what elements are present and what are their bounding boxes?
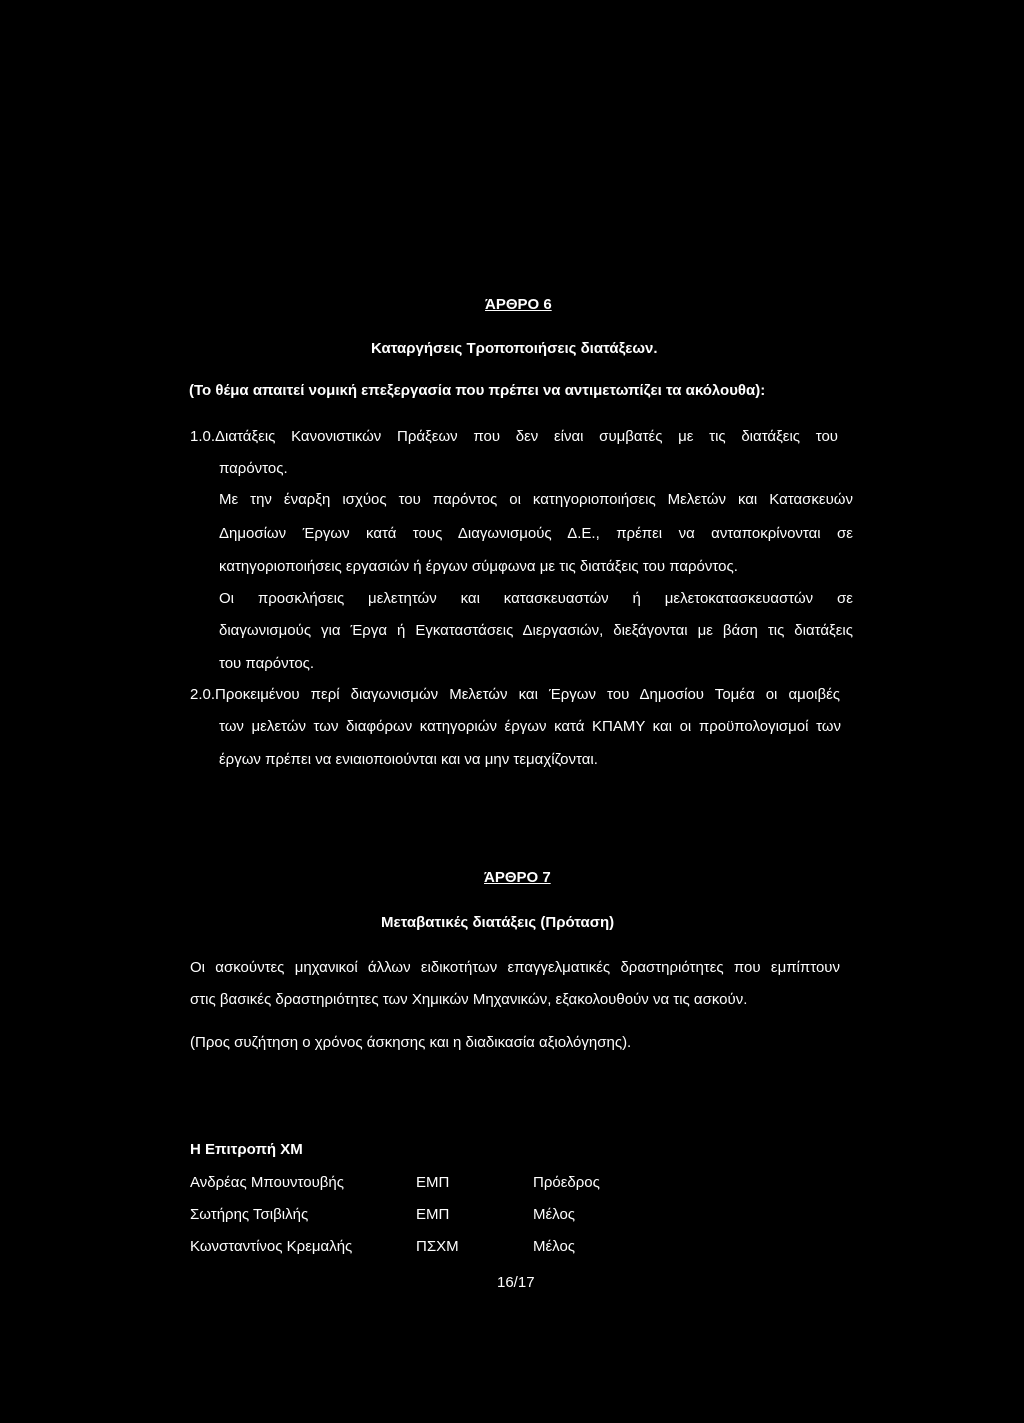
committee-title: Η Επιτροπή ΧΜ (190, 1141, 303, 1158)
member-name: Κωνσταντίνος Κρεμαλής (190, 1238, 353, 1255)
article6-item1-line: Οι προσκλήσεις μελετητών και κατασκευαστών ή μελετοκατασκευαστών σε (219, 590, 853, 607)
member-role: Μέλος (533, 1206, 576, 1223)
article6-item2-line: έργων πρέπει να ενιαιοποιούνται και να μην τεμαχίζονται. (219, 751, 598, 768)
member-role: Μέλος (533, 1238, 576, 1255)
article7-note: (Προς συζήτηση ο χρόνος άσκησης και η διαδικασία αξιολόγησης). (190, 1034, 632, 1051)
article6-item1-line: κατηγοριοποιήσεις εργασιών ή έργων σύμφωνα με τις διατάξεις του παρόντος. (219, 558, 738, 575)
article6-item1-line: του παρόντος. (219, 655, 315, 672)
article6-item1-line: 1.0.Διατάξεις Κανονιστικών Πράξεων που δεν είναι συμβατές με τις διατάξεις του (190, 428, 838, 445)
article7-paragraph-line: στις βασικές δραστηριότητες των Χημικών Μηχανικών, εξακολουθούν να τις ασκούν. (190, 991, 748, 1008)
article6-item1-line: Δημοσίων Έργων κατά τους Διαγωνισμούς Δ.Ε., πρέπει να ανταποκρίνονται σε (219, 525, 853, 542)
member-org: ΠΣΧΜ (416, 1238, 459, 1255)
page-number: 16/17 (497, 1274, 535, 1291)
member-name: Σωτήρης Τσιβιλής (190, 1206, 309, 1223)
article6-item1-line: Με την έναρξη ισχύος του παρόντος οι κατηγοριοποιήσεις Μελετών και Κατασκευών (219, 491, 853, 508)
member-org: ΕΜΠ (416, 1206, 450, 1223)
article6-title: Καταργήσεις Τροποποιήσεις διατάξεων. (371, 340, 658, 357)
article7-title: Μεταβατικές διατάξεις (Πρόταση) (381, 914, 615, 931)
article6-item1-line: παρόντος. (219, 460, 288, 477)
article6-item2-line: 2.0.Προκειμένου περί διαγωνισμών Μελετών και Έργων του Δημοσίου Τομέα οι αμοιβές (190, 686, 840, 703)
article6-item2-line: των μελετών των διαφόρων κατηγοριών έργων κατά ΚΠΑΜΥ και οι προϋπολογισμοί των (219, 718, 841, 735)
member-org: ΕΜΠ (416, 1174, 450, 1191)
article6-item1-line: διαγωνισμούς για Έργα ή Εγκαταστάσεις Διεργασιών, διεξάγονται με βάση τις διατάξεις (219, 622, 853, 639)
article6-heading: ΆΡΘΡΟ 6 (485, 296, 552, 313)
article6-note: (Το θέμα απαιτεί νομική επεξεργασία που πρέπει να αντιμετωπίζει τα ακόλουθα): (189, 382, 766, 399)
article7-paragraph-line: Οι ασκούντες μηχανικοί άλλων ειδικοτήτων επαγγελματικές δραστηριότητες που εμπίπτουν (190, 959, 840, 976)
article7-heading: ΆΡΘΡΟ 7 (484, 869, 551, 886)
member-name: Ανδρέας Μπουντουβής (190, 1174, 345, 1191)
member-role: Πρόεδρος (533, 1174, 600, 1191)
